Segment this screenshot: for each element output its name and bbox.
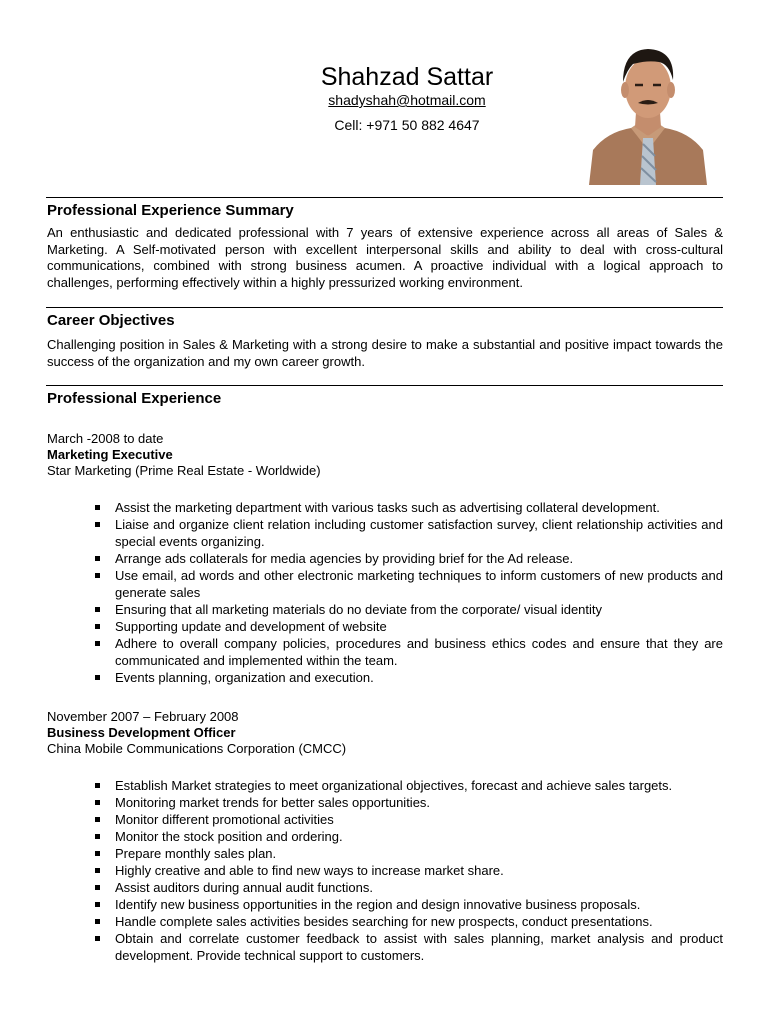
- list-item: [94, 499, 723, 516]
- duty-text: Obtain and correlate customer feedback to assist with sales planning, market analysis and product development. Provide technical support to customers.: [115, 931, 723, 963]
- experience-heading: Professional Experience: [47, 390, 222, 407]
- duty-text: Establish Market strategies to meet organizational objectives, forecast and achieve sales targets.: [115, 778, 673, 793]
- list-item: [94, 550, 723, 567]
- objectives-heading: Career Objectives: [47, 312, 175, 329]
- list-item: [94, 913, 723, 930]
- list-item: [94, 896, 723, 913]
- bullet-icon: [95, 505, 100, 510]
- divider: [46, 307, 723, 308]
- summary-heading: Professional Experience Summary: [47, 202, 294, 219]
- bullet-icon: [95, 607, 100, 612]
- bullet-icon: [95, 800, 100, 805]
- duty-text: Adhere to overall company policies, procedures and business ethics codes and ensure that they are communicated and implemented within the team.: [115, 636, 723, 668]
- list-item: [94, 635, 723, 669]
- job-duties-list: [94, 499, 723, 686]
- list-item: [94, 930, 723, 964]
- cell-number: Cell: +971 50 882 4647: [334, 117, 480, 133]
- bullet-icon: [95, 624, 100, 629]
- email-link[interactable]: shadyshah@hotmail.com: [328, 92, 486, 108]
- duty-text: Handle complete sales activities besides searching for new prospects, conduct presentations.: [115, 914, 653, 929]
- divider: [46, 385, 723, 386]
- bullet-icon: [95, 556, 100, 561]
- duty-text: Supporting update and development of website: [115, 619, 387, 634]
- job-company: China Mobile Communications Corporation (CMCC): [47, 741, 347, 756]
- bullet-icon: [95, 885, 100, 890]
- duty-text: Identify new business opportunities in the region and design innovative business proposals.: [115, 897, 641, 912]
- list-item: [94, 669, 723, 686]
- objectives-text: Challenging position in Sales & Marketing with a strong desire to make a substantial and positive impact towards the success of the organization and my own career growth.: [47, 337, 723, 369]
- divider: [46, 197, 723, 198]
- job-title: Marketing Executive: [47, 447, 173, 462]
- duty-text: Events planning, organization and execution.: [115, 670, 374, 685]
- bullet-icon: [95, 573, 100, 578]
- job-dates: November 2007 – February 2008: [47, 709, 239, 724]
- job-dates: March -2008 to date: [47, 431, 164, 446]
- list-item: [94, 828, 723, 845]
- duty-text: Assist auditors during annual audit functions.: [115, 880, 373, 895]
- job-title: Business Development Officer: [47, 725, 236, 740]
- duty-text: Arrange ads collaterals for media agencies by providing brief for the Ad release.: [115, 551, 574, 566]
- duty-text: Use email, ad words and other electronic marketing techniques to inform customers of new products and generate sales: [115, 568, 723, 600]
- bullet-icon: [95, 851, 100, 856]
- list-item: [94, 516, 723, 550]
- bullet-icon: [95, 675, 100, 680]
- bullet-icon: [95, 783, 100, 788]
- list-item: [94, 567, 723, 601]
- list-item: [94, 879, 723, 896]
- bullet-icon: [95, 868, 100, 873]
- list-item: [94, 862, 723, 879]
- duty-text: Monitoring market trends for better sales opportunities.: [115, 795, 431, 810]
- profile-photo: [587, 32, 709, 185]
- bullet-icon: [95, 834, 100, 839]
- duty-text: Assist the marketing department with various tasks such as advertising collateral development.: [115, 500, 660, 515]
- duty-text: Prepare monthly sales plan.: [115, 846, 277, 861]
- candidate-name: Shahzad Sattar: [320, 63, 494, 91]
- job-duties-list: [94, 777, 723, 964]
- bullet-icon: [95, 641, 100, 646]
- bullet-icon: [95, 817, 100, 822]
- list-item: [94, 794, 723, 811]
- job-company: Star Marketing (Prime Real Estate - Worldwide): [47, 463, 321, 478]
- bullet-icon: [95, 936, 100, 941]
- list-item: [94, 845, 723, 862]
- list-item: [94, 618, 723, 635]
- duty-text: Ensuring that all marketing materials do no deviate from the corporate/ visual identity: [115, 602, 603, 617]
- bullet-icon: [95, 902, 100, 907]
- list-item: [94, 777, 723, 794]
- summary-text: An enthusiastic and dedicated professional with 7 years of extensive experience across all areas of Sales & Marketing. A Self-motivated person with excellent interpersonal skills and ability to deal with cross-cultural communications, combined with strong business acumen. A proactive individual with a logical approach to challenges, performing effectively within a highly pressurized working environment.: [47, 225, 723, 290]
- bullet-icon: [95, 919, 100, 924]
- list-item: [94, 601, 723, 618]
- duty-text: Monitor different promotional activities: [115, 812, 334, 827]
- duty-text: Highly creative and able to find new ways to increase market share.: [115, 863, 504, 878]
- bullet-icon: [95, 522, 100, 527]
- duty-text: Liaise and organize client relation including customer satisfaction survey, client relationship activities and special events organizing.: [115, 517, 723, 549]
- duty-text: Monitor the stock position and ordering.: [115, 829, 343, 844]
- list-item: [94, 811, 723, 828]
